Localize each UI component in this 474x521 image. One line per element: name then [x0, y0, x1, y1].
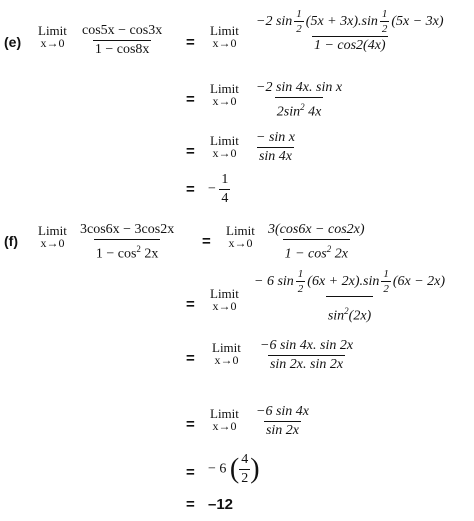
- equals-sign: =: [186, 34, 195, 51]
- step-e3-fraction: $\frac{\text{− sin x}}{\sin 4x}$: [256, 130, 295, 164]
- lhs-fraction-f: $\frac{3\cos 6x - 3\cos 2x}{1 - \cos^2 2x}$: [80, 222, 175, 262]
- step-f5-expression: − 6 ( $\frac{4}{2}$ ): [208, 452, 260, 486]
- lhs-limit-e: Limit x→0: [38, 23, 67, 50]
- equals-sign: =: [186, 181, 195, 198]
- lhs-fraction-e: $\frac{\cos 5x - \cos 3x}{1 - \cos 8x}$: [82, 23, 163, 57]
- part-label-e: (e): [4, 34, 22, 50]
- equals-sign: =: [186, 143, 195, 160]
- equals-sign: =: [186, 296, 195, 313]
- final-answer: –12: [208, 496, 234, 513]
- step-limit: Limit x→0: [210, 286, 239, 313]
- part-label-f: (f): [4, 233, 18, 249]
- step-f3-fraction: $\frac{-6 \sin 4x. \sin 2x}{\sin 2x. \sin 2x}$: [260, 338, 354, 372]
- step-limit: Limit x→0: [210, 406, 239, 433]
- equals-sign: =: [186, 91, 195, 108]
- step-e1-fraction: −2 sin $\frac{1}{2}$ (5x + 3x).sin $\frac{1}{2}$ (5x − 3x) 1 − cos2(4x): [256, 8, 444, 53]
- lhs-limit-f: Limit x→0: [38, 223, 67, 250]
- equals-sign: =: [202, 233, 211, 250]
- step-e4-result: − $\frac{1}{4}$: [208, 172, 229, 206]
- step-f4-fraction: $\frac{-6 \sin 4x}{\sin 2x}$: [256, 404, 309, 438]
- step-f1-fraction: $\frac{3(\cos 6x - \cos 2x)}{1 - \cos^2 2x}$: [268, 222, 365, 262]
- equals-sign: =: [186, 416, 195, 433]
- step-limit: Limit x→0: [210, 133, 239, 160]
- equals-sign: =: [186, 496, 195, 513]
- step-limit: Limit x→0: [210, 81, 239, 108]
- step-limit: Limit x→0: [212, 340, 241, 367]
- equals-sign: =: [186, 464, 195, 481]
- step-limit: Limit x→0: [210, 23, 239, 50]
- step-limit: Limit x→0: [226, 223, 255, 250]
- equals-sign: =: [186, 350, 195, 367]
- step-e2-fraction: $\frac{\text{−2 sin 4x. sin x}}{2\sin^2 4x}$: [256, 80, 343, 120]
- step-f2-fraction: − 6 sin $\frac{1}{2}$ (6x + 2x).sin $\frac{1}{2}$ (6x − 2x) $\sin^2(2x)$: [254, 268, 446, 324]
